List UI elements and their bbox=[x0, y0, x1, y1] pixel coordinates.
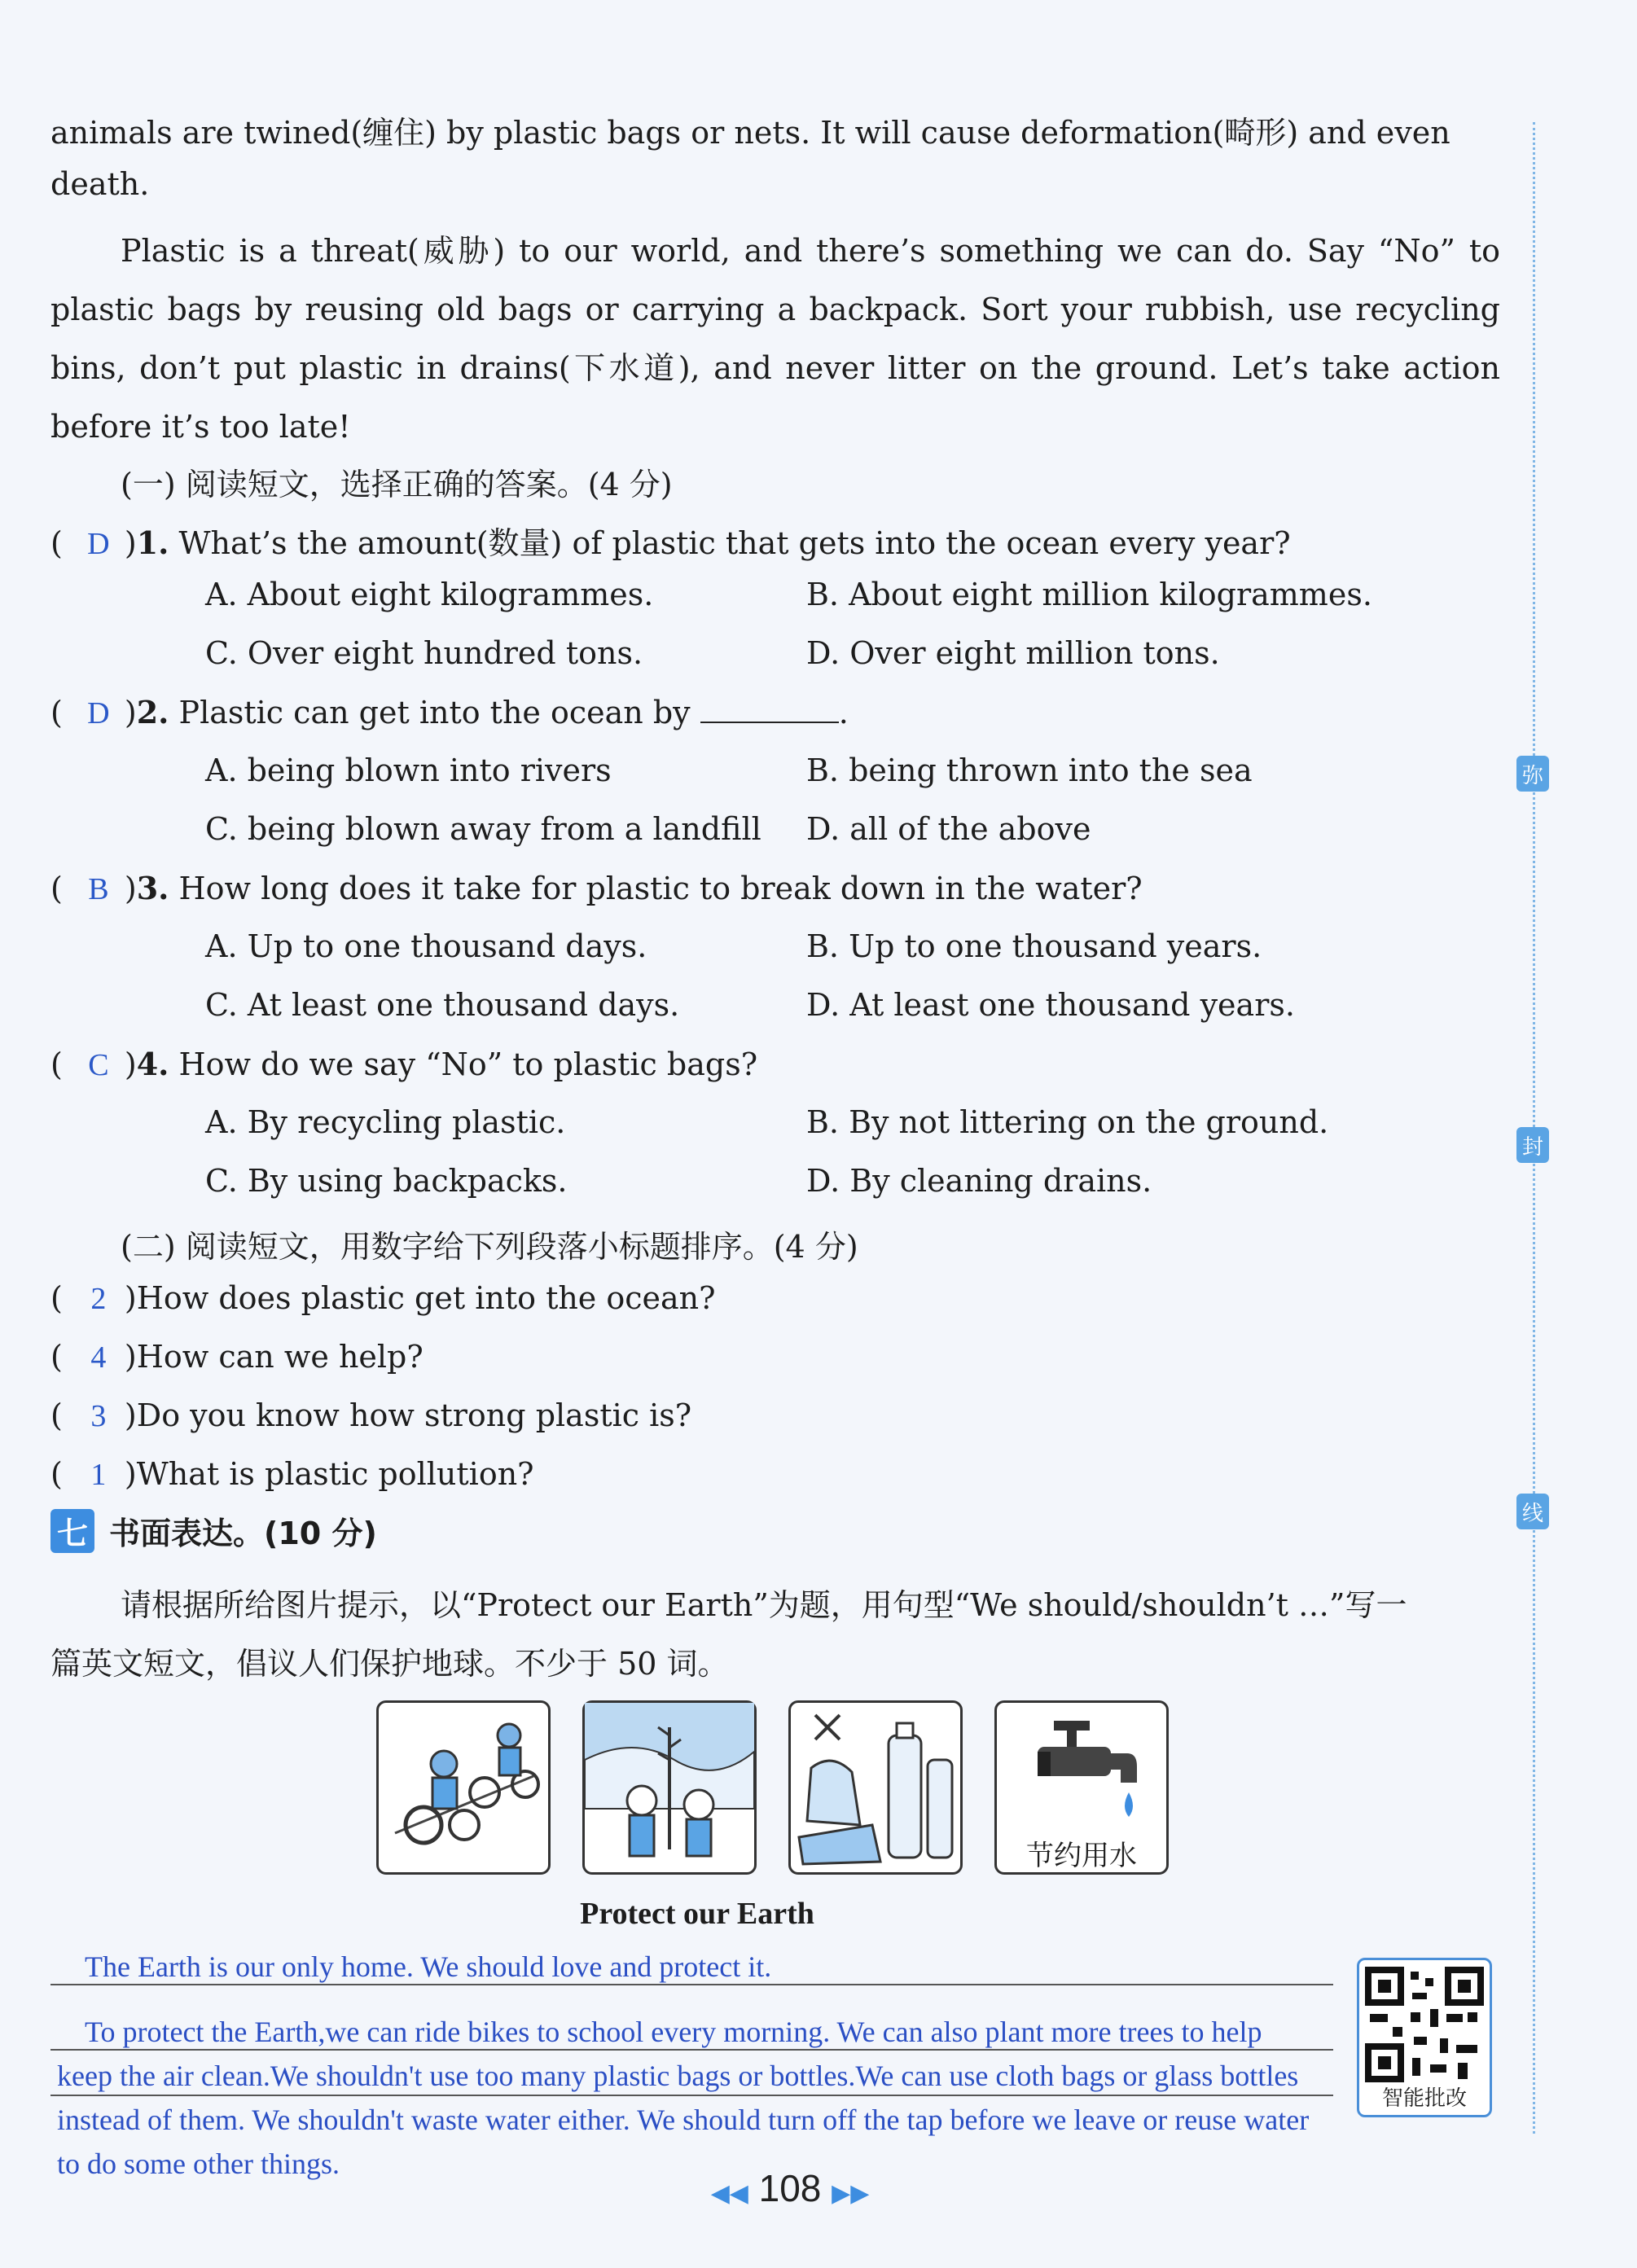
writing-section-title bbox=[50, 1508, 377, 1553]
picture-plant-trees bbox=[582, 1700, 757, 1875]
answer-mark: D bbox=[87, 527, 110, 561]
writing-instruction-2: 篇英文短文，倡议人们保护地球。不少于 50 词。 bbox=[50, 1646, 729, 1682]
ordering-text: Do you know how strong plastic is? bbox=[136, 1397, 692, 1433]
ordering-item: ( 3 )Do you know how strong plastic is? bbox=[50, 1397, 692, 1433]
option-c: C. being blown away from a landfill bbox=[205, 811, 761, 847]
page-number-text: 108 bbox=[758, 2167, 822, 2209]
option-d: D. At least one thousand years. bbox=[806, 987, 1295, 1023]
option-c: C. At least one thousand days. bbox=[205, 987, 680, 1023]
option-b: B. Up to one thousand years. bbox=[806, 928, 1262, 964]
question-stem: ( D )1. What’s the amount(数量) of plastic that gets into the ocean every year? bbox=[50, 524, 1291, 561]
question-stem: ( C )4. How do we say “No” to plastic bags? bbox=[50, 1046, 758, 1082]
answer-mark: D bbox=[87, 696, 110, 730]
passage-paragraph-2: Plastic is a threat(威胁) to our world, and there’s something we can do. Say “No” to plastic bags by reusing old bags or carrying a backpack. Sort your rubbish, use recycling bins, don’t put plastic in drains(下水道), and never litter on the ground. Let’s take action before it’s too late! bbox=[50, 233, 1500, 445]
qr-label: 智能批改 bbox=[1381, 2086, 1467, 2111]
question-text: How long does it take for plastic to break down in the water? bbox=[178, 871, 1143, 906]
question-stem: ( D )2. Plastic can get into the ocean by . bbox=[50, 694, 849, 730]
answer-mark: 3 bbox=[90, 1399, 107, 1433]
question-text: What’s the amount(数量) of plastic that gets into the ocean every year? bbox=[178, 525, 1291, 561]
picture-ride-bikes bbox=[376, 1700, 551, 1875]
page-number bbox=[668, 2166, 912, 2210]
essay-line-3: keep the air clean.We shouldn't use too many plastic bags or bottles.We can use cloth bags or glass bottles bbox=[57, 2060, 1299, 2092]
question-number: 4. bbox=[136, 1046, 169, 1082]
question-stem: ( B )3. How long does it take for plastic to break down in the water? bbox=[50, 870, 1143, 906]
water-tap-icon bbox=[997, 1703, 1166, 1833]
option-b: B. By not littering on the ground. bbox=[806, 1104, 1329, 1140]
ordering-item: ( 4 )How can we help? bbox=[50, 1339, 424, 1375]
option-d: D. By cleaning drains. bbox=[806, 1163, 1152, 1199]
option-a: A. By recycling plastic. bbox=[205, 1104, 566, 1140]
option-c: C. By using backpacks. bbox=[205, 1163, 568, 1199]
essay-line-2: To protect the Earth,we can ride bikes to school every morning. We can also plant more trees to help bbox=[85, 2016, 1262, 2048]
ordering-text: What is plastic pollution? bbox=[136, 1456, 534, 1492]
option-d: D. Over eight million tons. bbox=[806, 635, 1220, 671]
part2-heading: (二) 阅读短文，用数字给下列段落小标题排序。(4 分) bbox=[121, 1229, 858, 1265]
option-d: D. all of the above bbox=[806, 811, 1091, 847]
option-b: B. being thrown into the sea bbox=[806, 752, 1253, 788]
no-plastic-icon bbox=[791, 1703, 960, 1872]
binding-tab: 弥 bbox=[1516, 756, 1549, 792]
question-number: 1. bbox=[136, 524, 169, 561]
fill-blank bbox=[700, 697, 839, 723]
answer-mark: 2 bbox=[90, 1282, 107, 1316]
essay-line-4: instead of them. We shouldn't waste water either. We should turn off the tap before we leave or reuse water bbox=[57, 2103, 1310, 2136]
answer-mark: 4 bbox=[90, 1340, 107, 1375]
writing-instruction-1: 请根据所给图片提示，以“Protect our Earth”为题，用句型“We should/shouldn’t …”写一 bbox=[121, 1587, 1407, 1623]
essay-line-5: to do some other things. bbox=[57, 2147, 340, 2180]
picture-no-plastic bbox=[788, 1700, 963, 1875]
question-number: 3. bbox=[136, 870, 169, 906]
ordering-text: How does plastic get into the ocean? bbox=[136, 1280, 716, 1316]
option-c: C. Over eight hundred tons. bbox=[205, 635, 643, 671]
qr-code-box[interactable] bbox=[1357, 1958, 1492, 2117]
section-title-text: 书面表达。(10 分) bbox=[109, 1516, 377, 1551]
option-a: A. About eight kilogrammes. bbox=[205, 577, 654, 612]
writing-rule bbox=[50, 2093, 1333, 2096]
passage-line-1: animals are twined(缠住) by plastic bags or nets. It will cause deformation(畸形) and even bbox=[50, 115, 1450, 151]
option-b: B. About eight million kilogrammes. bbox=[806, 577, 1372, 612]
question-text: Plastic can get into the ocean by bbox=[178, 695, 691, 730]
ordering-text: How can we help? bbox=[136, 1339, 424, 1375]
answer-mark: B bbox=[88, 872, 109, 906]
next-arrow-icon: ▶▶ bbox=[832, 2180, 870, 2207]
question-text: How do we say “No” to plastic bags? bbox=[178, 1046, 758, 1082]
part1-heading: (一) 阅读短文，选择正确的答案。(4 分) bbox=[121, 467, 673, 502]
answer-mark: 1 bbox=[90, 1458, 107, 1492]
ordering-item: ( 2 )How does plastic get into the ocean? bbox=[50, 1280, 716, 1316]
passage-line-2: death. bbox=[50, 166, 150, 202]
option-a: A. Up to one thousand days. bbox=[205, 928, 647, 964]
cyclists-icon bbox=[379, 1703, 548, 1872]
essay-line-1: The Earth is our only home. We should love and protect it. bbox=[85, 1950, 772, 1983]
section-number-badge: 七 bbox=[50, 1509, 94, 1553]
planting-tree-icon bbox=[585, 1703, 754, 1872]
answer-mark: C bbox=[88, 1048, 109, 1082]
save-water-label: 节约用水 bbox=[1026, 1840, 1137, 1872]
question-number: 2. bbox=[136, 694, 169, 730]
qr-code-icon bbox=[1362, 1963, 1487, 2086]
binding-tab: 封 bbox=[1516, 1127, 1549, 1163]
option-a: A. being blown into rivers bbox=[205, 752, 612, 788]
prev-arrow-icon: ◀◀ bbox=[710, 2180, 748, 2207]
essay-title: Protect our Earth bbox=[580, 1897, 814, 1931]
picture-save-water bbox=[994, 1700, 1169, 1875]
binding-tab: 线 bbox=[1516, 1494, 1549, 1529]
ordering-item: ( 1 )What is plastic pollution? bbox=[50, 1456, 534, 1492]
